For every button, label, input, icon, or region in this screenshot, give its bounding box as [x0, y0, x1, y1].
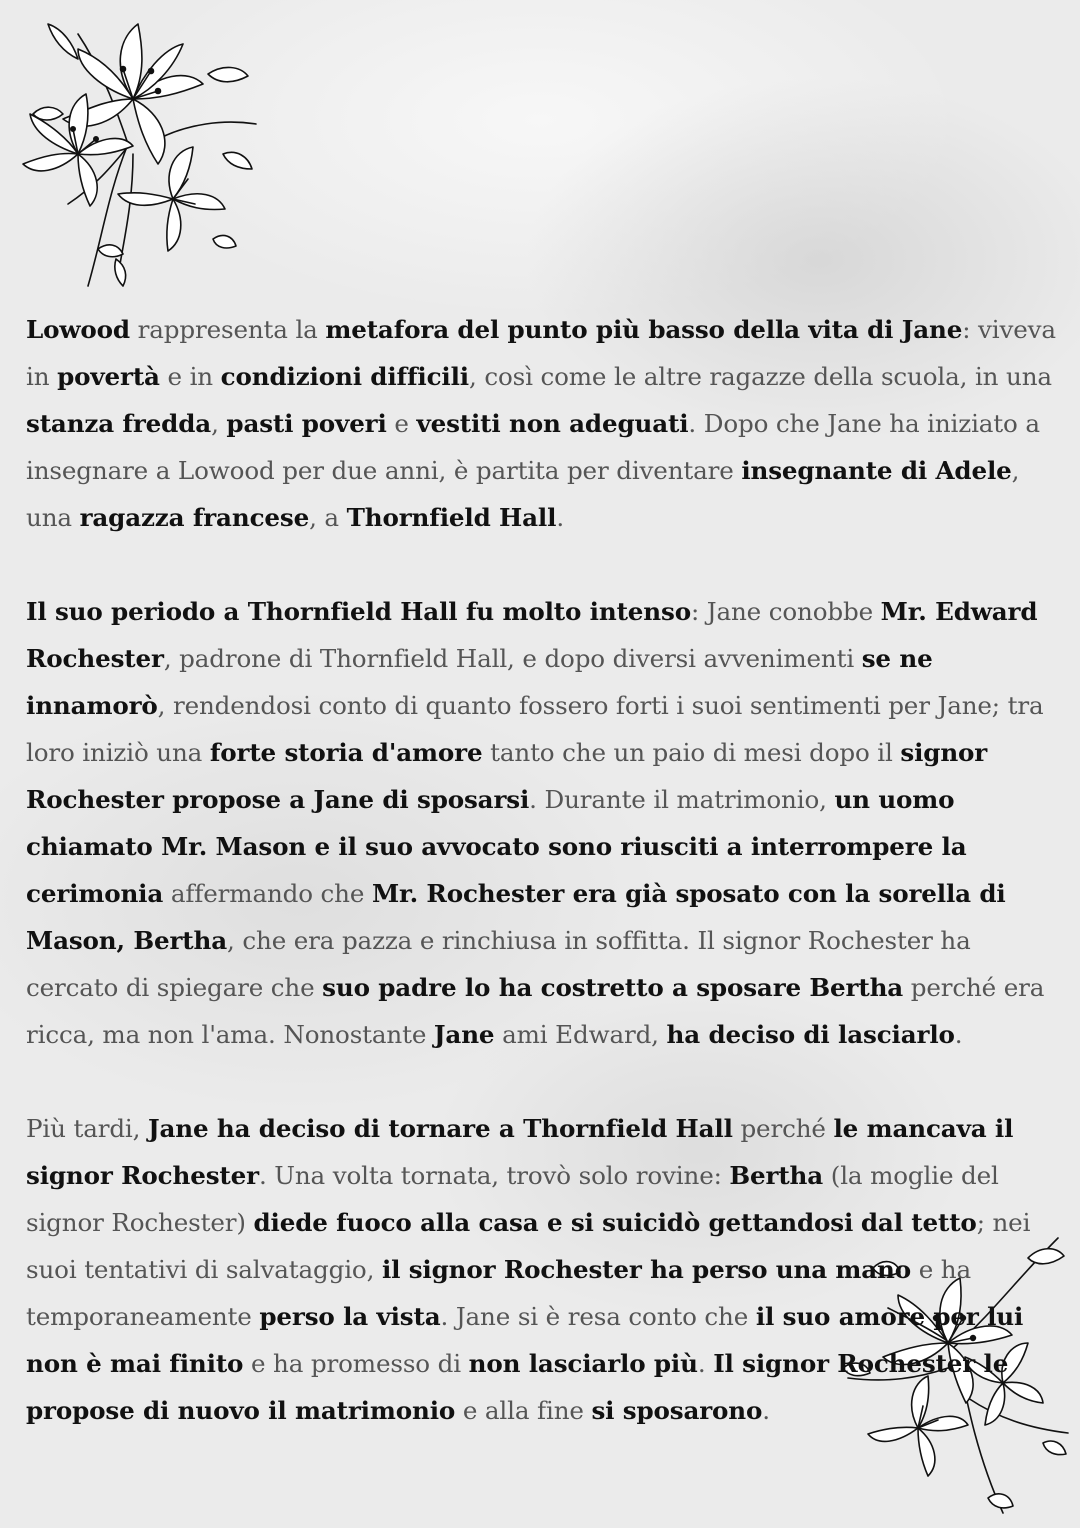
emphasized-text: Il suo periodo a Thornfield Hall fu molto intenso: [26, 597, 691, 626]
body-text: ; nei suoi tentativi di salvataggio,: [26, 1208, 1031, 1284]
body-text: (la moglie del signor Rochester): [26, 1161, 999, 1237]
emphasized-text: forte storia d'amore: [209, 738, 483, 767]
body-text: e ha promesso di: [243, 1349, 469, 1378]
emphasized-text: ha deciso di lasciarlo: [666, 1020, 955, 1049]
emphasized-text: il signor Rochester ha perso una mano: [381, 1255, 912, 1284]
emphasized-text: Jane ha deciso di tornare a Thornfield Hall: [147, 1114, 733, 1143]
body-text: .: [762, 1396, 770, 1425]
body-text: ,: [211, 409, 227, 438]
body-text: perché: [732, 1114, 834, 1143]
body-text: tanto che un paio di mesi dopo il: [482, 738, 901, 767]
body-text: perché era ricca, ma non l'ama. Nonostante: [26, 973, 1045, 1049]
emphasized-text: stanza fredda: [26, 409, 212, 438]
body-text: . Jane si è resa conto che: [440, 1302, 756, 1331]
emphasized-text: le mancava il signor Rochester: [26, 1114, 1014, 1190]
emphasized-text: Thornfield Hall: [346, 503, 557, 532]
emphasized-text: condizioni difficili: [220, 362, 469, 391]
body-text: , una: [26, 456, 1020, 532]
body-text: , che era pazza e rinchiusa in soffitta. Il signor Rochester ha cercato di spiegare che: [26, 926, 971, 1002]
emphasized-text: se ne innamorò: [26, 644, 933, 720]
emphasized-text: Mr. Rochester era già sposato con la sorella di Mason, Bertha: [26, 879, 1006, 955]
emphasized-text: Lowood: [26, 315, 130, 344]
body-text: [853, 1208, 861, 1237]
body-text: , così come le altre ragazze della scuola, in una: [469, 362, 1052, 391]
emphasized-text: perso la vista: [259, 1302, 441, 1331]
paragraph-return: [26, 1105, 1066, 1434]
emphasized-text: vestiti non adeguati: [416, 409, 689, 438]
body-text: rappresenta la: [129, 315, 326, 344]
emphasized-text: ragazza francese: [79, 503, 310, 532]
emphasized-text: Bertha: [729, 1161, 824, 1190]
body-text: , padrone di Thornfield Hall, e dopo diversi avvenimenti: [163, 644, 862, 673]
body-text: . Durante il matrimonio,: [529, 785, 835, 814]
body-text: .: [697, 1349, 714, 1378]
body-text: affermando che: [163, 879, 372, 908]
emphasized-text: insegnante di Adele: [741, 456, 1012, 485]
body-text: .: [556, 503, 564, 532]
emphasized-text: non lasciarlo più: [468, 1349, 698, 1378]
emphasized-text: povertà: [57, 362, 160, 391]
body-text: , rendendosi conto di quanto fossero forti i suoi sentimenti per Jane; tra loro iniziò una: [26, 691, 1044, 767]
paragraph-thornfield: [26, 588, 1066, 1058]
emphasized-text: Jane: [433, 1020, 495, 1049]
body-text: . Dopo che Jane ha iniziato a insegnare a Lowood per due anni, è partita per diventare: [26, 409, 1040, 485]
emphasized-text: dal tetto: [860, 1208, 977, 1237]
emphasized-text: suo padre lo ha costretto a sposare Bertha: [322, 973, 904, 1002]
emphasized-text: metafora del punto più basso della vita di Jane: [325, 315, 963, 344]
emphasized-text: signor Rochester propose a Jane di sposarsi: [26, 738, 988, 814]
emphasized-text: il suo amore per lui non è mai finito: [26, 1302, 1024, 1378]
lily-bouquet-illustration-top: [8, 4, 263, 289]
body-text: . Una volta tornata, trovò solo rovine:: [258, 1161, 730, 1190]
body-text: e: [386, 409, 417, 438]
emphasized-text: Il signor Rochester le propose di nuovo il matrimonio: [26, 1349, 1009, 1425]
body-text: ami Edward,: [494, 1020, 667, 1049]
emphasized-text: diede fuoco alla casa e si suicidò gettandosi: [253, 1208, 854, 1237]
body-text: e alla fine: [455, 1396, 592, 1425]
body-text: e in: [159, 362, 221, 391]
body-text: .: [954, 1020, 963, 1049]
emphasized-text: un uomo chiamato Mr. Mason e il suo avvocato sono riusciti a interrompere la cerimonia: [26, 785, 967, 908]
body-text: : viveva in: [26, 315, 1056, 391]
body-text: Più tardi,: [26, 1114, 148, 1143]
body-text: , a: [309, 503, 347, 532]
body-text: e ha temporaneamente: [26, 1255, 971, 1331]
article-body: [26, 306, 1066, 1434]
emphasized-text: Mr. Edward Rochester: [26, 597, 1038, 673]
emphasized-text: pasti poveri: [226, 409, 387, 438]
paragraph-lowood: [26, 306, 1066, 541]
emphasized-text: si sposarono: [591, 1396, 763, 1425]
body-text: : Jane conobbe: [690, 597, 881, 626]
